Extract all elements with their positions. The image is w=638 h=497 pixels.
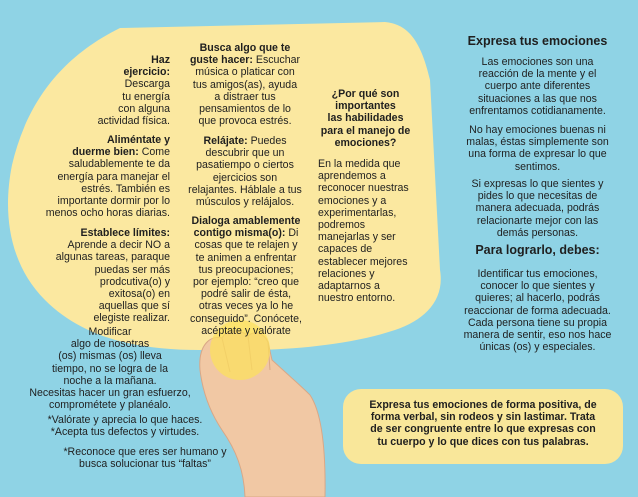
tip-limites xyxy=(10,227,170,325)
right-p4: Identificar tus emociones, conocer lo que sientes y quieres; al hacerlo, podrás reaccionar de forma adecuada. Cada persona tiene su propia manera de sentir, eso nos hace únicas (os) y especiales. xyxy=(463,268,612,354)
tip-dialoga xyxy=(180,215,312,337)
right-p3: Si expresas lo que sientes y pides lo que necesitas de manera adecuada, podrás relacionarte mejor con las demás personas. xyxy=(471,178,604,239)
summary-box xyxy=(343,389,623,464)
tip-dialoga-body: Di cosas que te relajen y te animen a enfrentar tus preocupaciones; por ejemplo: “creo que podré salir de ésta, otras veces ya lo he conseguido”. Conócete, acéptate y valórate xyxy=(190,227,302,337)
modificar-text: Modificar algo de nosotras (os) mismas (os) lleva tiempo, no se logra de la noche a la mañana. Necesitas hacer un gran esfuerzo, comprométete y planéalo. xyxy=(29,326,191,412)
tip-limites-body: Aprende a decir NO a algunas tareas, paraque puedas ser más prodcutiva(o) y exitosa(o) en aquellas que sí elegiste realizar. xyxy=(55,239,170,325)
summary-text: Expresa tus emociones de forma positiva, de forma verbal, sin rodeos y sin lastimar. Trata de ser congruente entre lo que expresas con tu cuerpo y lo que dices con tus palabras. xyxy=(369,399,597,448)
tip-busca xyxy=(180,42,310,127)
tip-relajate-title: Relájate: xyxy=(203,135,248,147)
tip-alimentate xyxy=(10,134,170,219)
tip-dialoga-title: Dialoga amablemente contigo misma(o): xyxy=(191,215,301,240)
tip-relajate xyxy=(180,135,310,208)
question-body: En la medida que aprendemos a reconocer nuestras emociones y a experimentarlas, podremos manejarlas y ser capaces de establecer mejores relaciones y adaptarnos a nuestro entorno. xyxy=(318,158,409,305)
reconoce-text: *Reconoce que eres ser humano y busca solucionar tus “faltas” xyxy=(63,446,227,471)
tip-busca-title: Busca algo que te guste hacer: xyxy=(189,42,291,67)
right-p2: No hay emociones buenas ni malas, éstas simplemente son una forma de expresar lo que sentimos. xyxy=(466,124,609,173)
right-title: Expresa tus emociones xyxy=(467,34,608,48)
tip-alimentate-body: Come saludablemente te da energía para manejar el estrés. También es importante dormir por lo menos ocho horas diarias. xyxy=(45,146,170,220)
tip-relajate-body: Puedes descubrir que un pasatiempo o ciertos ejercicios son relajantes. Háblale a tus músculos y relájalos. xyxy=(188,135,302,209)
tip-alimentate-title: Aliméntate y duerme bien: xyxy=(72,134,170,159)
tip-ejercicio-body: Descarga tu energía con alguna actividad física. xyxy=(97,78,170,128)
tip-busca-body: Escuchar música o platicar con tus amigos(as), ayuda a distraer tus pensamientos de lo que provoca estrés. xyxy=(192,54,301,128)
tip-ejercicio xyxy=(35,54,170,127)
valorate-text: *Valórate y aprecia lo que haces. *Acepta tus defectos y virtudes. xyxy=(47,414,203,439)
tip-ejercicio-title: Haz ejercicio: xyxy=(123,54,170,79)
right-title2: Para lograrlo, debes: xyxy=(475,243,600,257)
question-title: ¿Por qué son importantes las habilidades para el manejo de emociones? xyxy=(320,88,411,149)
right-p1: Las emociones son una reacción de la mente y el cuerpo ante diferentes situaciones a las que nos enfrentamos cotidianamente. xyxy=(469,56,606,117)
tip-limites-title: Establece límites: xyxy=(80,227,170,239)
